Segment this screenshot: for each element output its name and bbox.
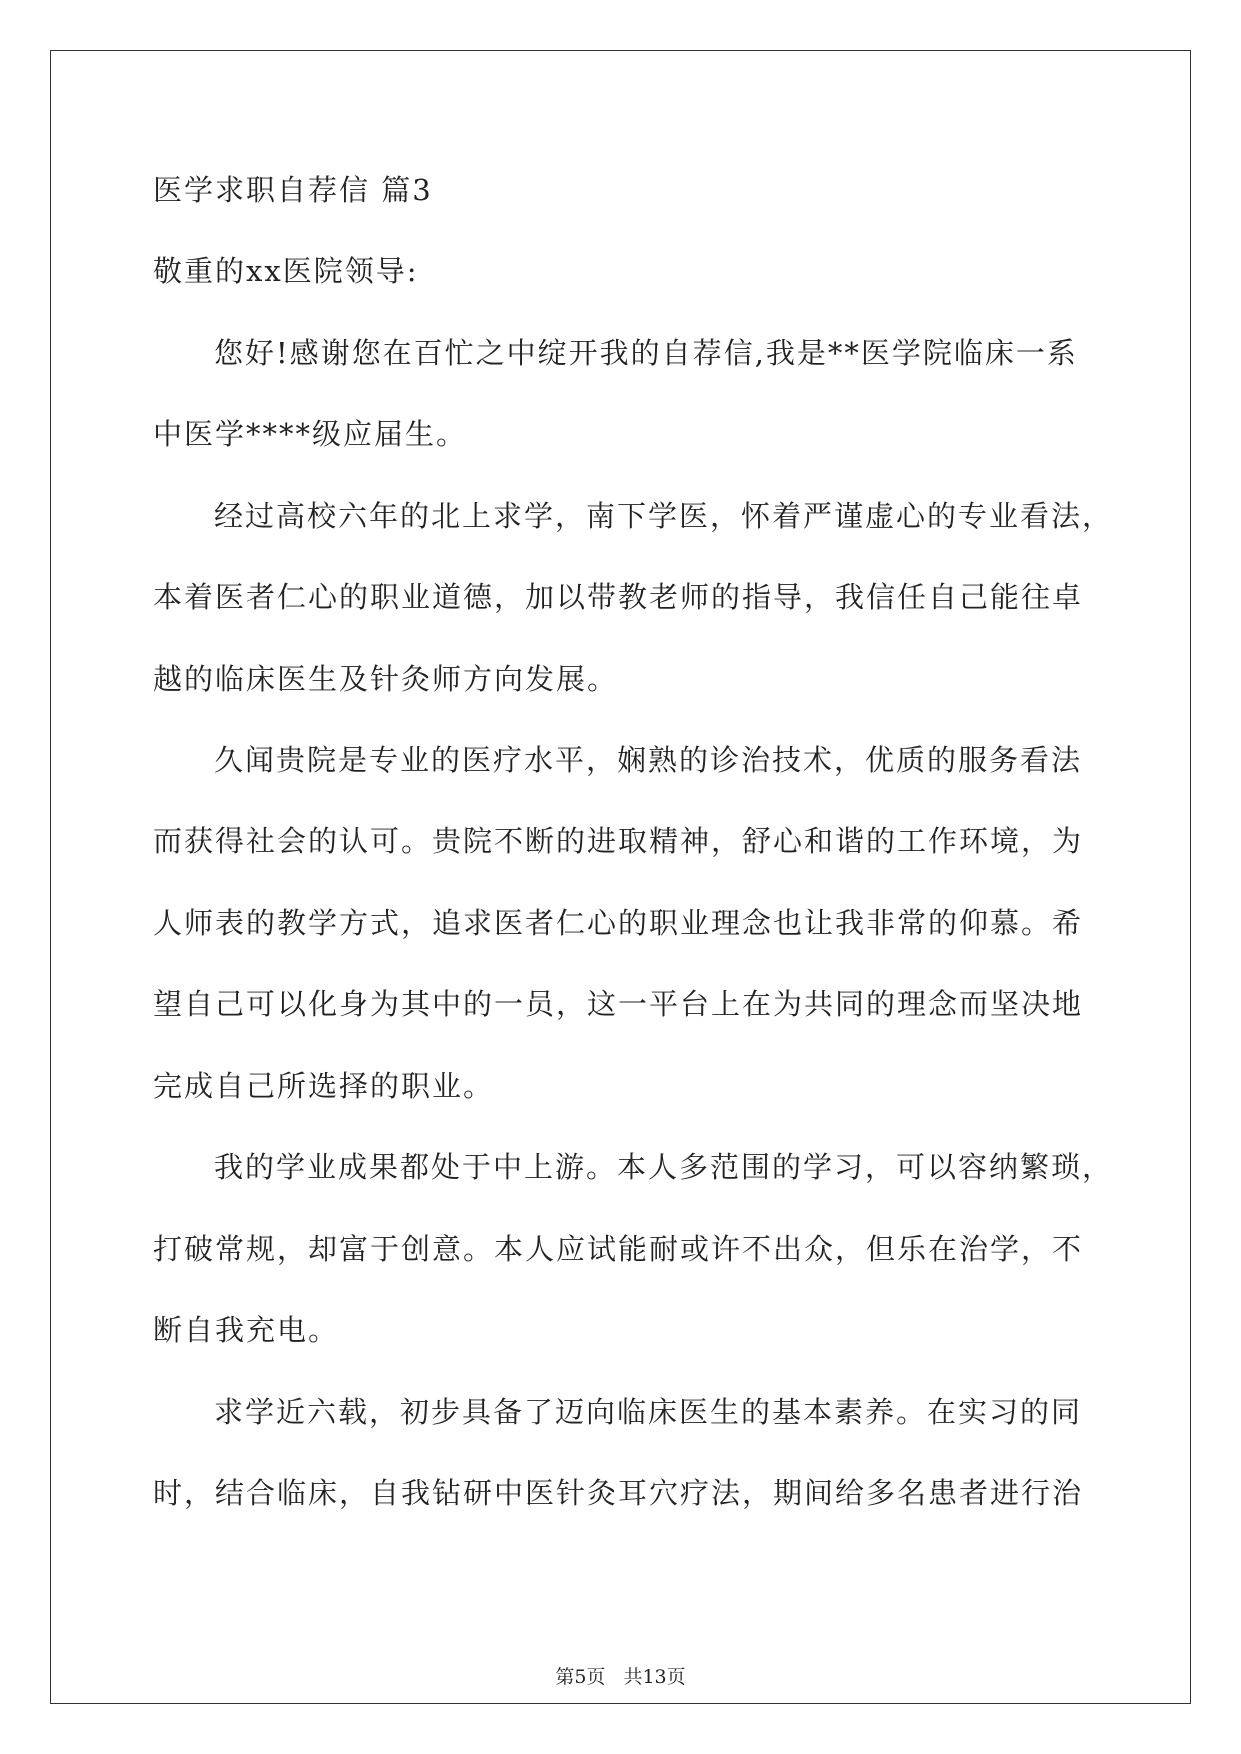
body-line: 人师表的教学方式，追求医者仁心的职业理念也让我非常的仰慕。希 [153, 906, 1084, 940]
body-line: 求学近六载，初步具备了迈向临床医生的基本素养。在实习的同 [214, 1395, 1083, 1429]
body-line: 中医学****级应届生。 [153, 417, 468, 451]
body-line: 久闻贵院是专业的医疗水平，娴熟的诊治技术，优质的服务看法 [214, 743, 1083, 777]
body-line: 而获得社会的认可。贵院不断的进取精神，舒心和谐的工作环境，为 [153, 824, 1084, 858]
body-line: 您好!感谢您在百忙之中绽开我的自荐信,我是**医学院临床一系 [214, 336, 1078, 370]
body-line: 打破常规，却富于创意。本人应试能耐或许不出众，但乐在治学，不 [153, 1232, 1084, 1266]
body-line: 经过高校六年的北上求学，南下学医，怀着严谨虚心的专业看法， [214, 499, 1114, 533]
body-line: 本着医者仁心的职业道德，加以带教老师的指导，我信任自己能往卓 [153, 580, 1084, 614]
body-line: 时，结合临床，自我钻研中医针灸耳穴疗法，期间给多名患者进行治 [153, 1476, 1084, 1510]
body-line: 断自我充电。 [153, 1313, 340, 1347]
page-border [50, 50, 1191, 1704]
body-line: 完成自己所选择的职业。 [153, 1069, 495, 1103]
page-total: 共13页 [623, 1666, 686, 1688]
body-line: 望自己可以化身为其中的一员，这一平台上在为共同的理念而坚决地 [153, 987, 1084, 1021]
body-line: 越的临床医生及针灸师方向发展。 [153, 662, 619, 696]
body-line: 我的学业成果都处于中上游。本人多范围的学习，可以容纳繁琐， [214, 1150, 1114, 1184]
page-footer [0, 1665, 1241, 1689]
document-title: 医学求职自荐信 篇3 [153, 173, 433, 207]
page-number: 第5页 [555, 1666, 606, 1688]
salutation: 敬重的xx医院领导: [153, 254, 419, 288]
